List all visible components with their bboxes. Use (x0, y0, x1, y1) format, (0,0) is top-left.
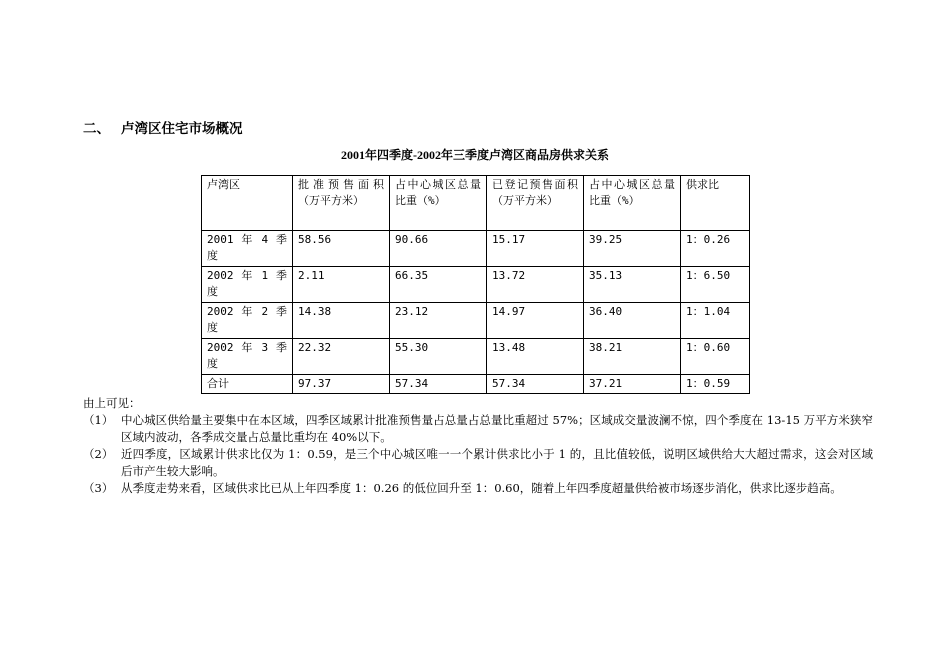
table-cell: 57.34 (487, 375, 584, 394)
table-cell: 23.12 (390, 303, 487, 339)
table-cell: 1：6.50 (681, 267, 750, 303)
table-cell: 15.17 (487, 231, 584, 267)
section-number: 二、 (83, 121, 110, 137)
list-item (83, 412, 873, 446)
table-cell: 1：0.60 (681, 339, 750, 375)
table-cell: 1：0.26 (681, 231, 750, 267)
table-cell: 39.25 (584, 231, 681, 267)
table-cell: 1：0.59 (681, 375, 750, 394)
table-row (202, 339, 750, 375)
table-total-row (202, 375, 750, 394)
table-cell: 14.97 (487, 303, 584, 339)
table-cell: 37.21 (584, 375, 681, 394)
table-cell: 35.13 (584, 267, 681, 303)
note-index: （2） (83, 447, 114, 461)
table-cell: 2001 年 4 季度 (202, 231, 293, 267)
header-cell: 占中心城区总量比重（%） (584, 176, 681, 231)
table-cell: 2002 年 1 季度 (202, 267, 293, 303)
list-item (83, 480, 873, 497)
note-index: （3） (83, 481, 114, 495)
notes-intro: 由上可见： (83, 396, 141, 410)
section-heading (83, 117, 243, 137)
table-cell: 38.21 (584, 339, 681, 375)
note-text: 近四季度，区域累计供求比仅为 1：0.59，是三个中心城区唯一一个累计供求比小于 1 的，且比值较低，说明区域供给大大超过需求，这会对区域后市产生较大影响。 (121, 447, 873, 478)
table-cell: 合计 (202, 375, 293, 394)
table-cell: 58.56 (293, 231, 390, 267)
table-cell: 13.48 (487, 339, 584, 375)
table-row (202, 231, 750, 267)
supply-demand-table (201, 175, 750, 394)
table-cell: 97.37 (293, 375, 390, 394)
table-cell: 66.35 (390, 267, 487, 303)
table-cell: 57.34 (390, 375, 487, 394)
table-cell: 22.32 (293, 339, 390, 375)
note-text: 从季度走势来看，区域供求比已从上年四季度 1：0.26 的低位回升至 1：0.60，随着上年四季度超量供给被市场逐步消化，供求比逐步趋高。 (121, 481, 842, 495)
table-cell: 2.11 (293, 267, 390, 303)
table-cell: 13.72 (487, 267, 584, 303)
table-cell: 2002 年 2 季度 (202, 303, 293, 339)
section-title: 卢湾区住宅市场概况 (121, 121, 243, 137)
table-row (202, 267, 750, 303)
header-cell: 卢湾区 (202, 176, 293, 231)
conclusion-notes (83, 395, 873, 497)
table-cell: 1：1.04 (681, 303, 750, 339)
note-index: （1） (83, 413, 114, 427)
table-cell: 55.30 (390, 339, 487, 375)
header-cell: 批准预售面积（万平方米） (293, 176, 390, 231)
table-row (202, 303, 750, 339)
table-header-row (202, 176, 750, 231)
table-cell: 90.66 (390, 231, 487, 267)
note-text: 中心城区供给量主要集中在本区域，四季区域累计批准预售量占总量占总量比重超过 57%；区域成交量波澜不惊，四个季度在 13-15 万平方米狭窄区域内波动，各季成交量占总量比重均在 40%以下。 (121, 413, 873, 444)
list-item (83, 446, 873, 480)
header-cell: 供求比 (681, 176, 750, 231)
table-title: 2001年四季度-2002年三季度卢湾区商品房供求关系 (341, 148, 609, 162)
table-cell: 36.40 (584, 303, 681, 339)
table-cell: 14.38 (293, 303, 390, 339)
table-cell: 2002 年 3 季度 (202, 339, 293, 375)
header-cell: 占中心城区总量比重（%） (390, 176, 487, 231)
header-cell: 已登记预售面积（万平方米） (487, 176, 584, 231)
